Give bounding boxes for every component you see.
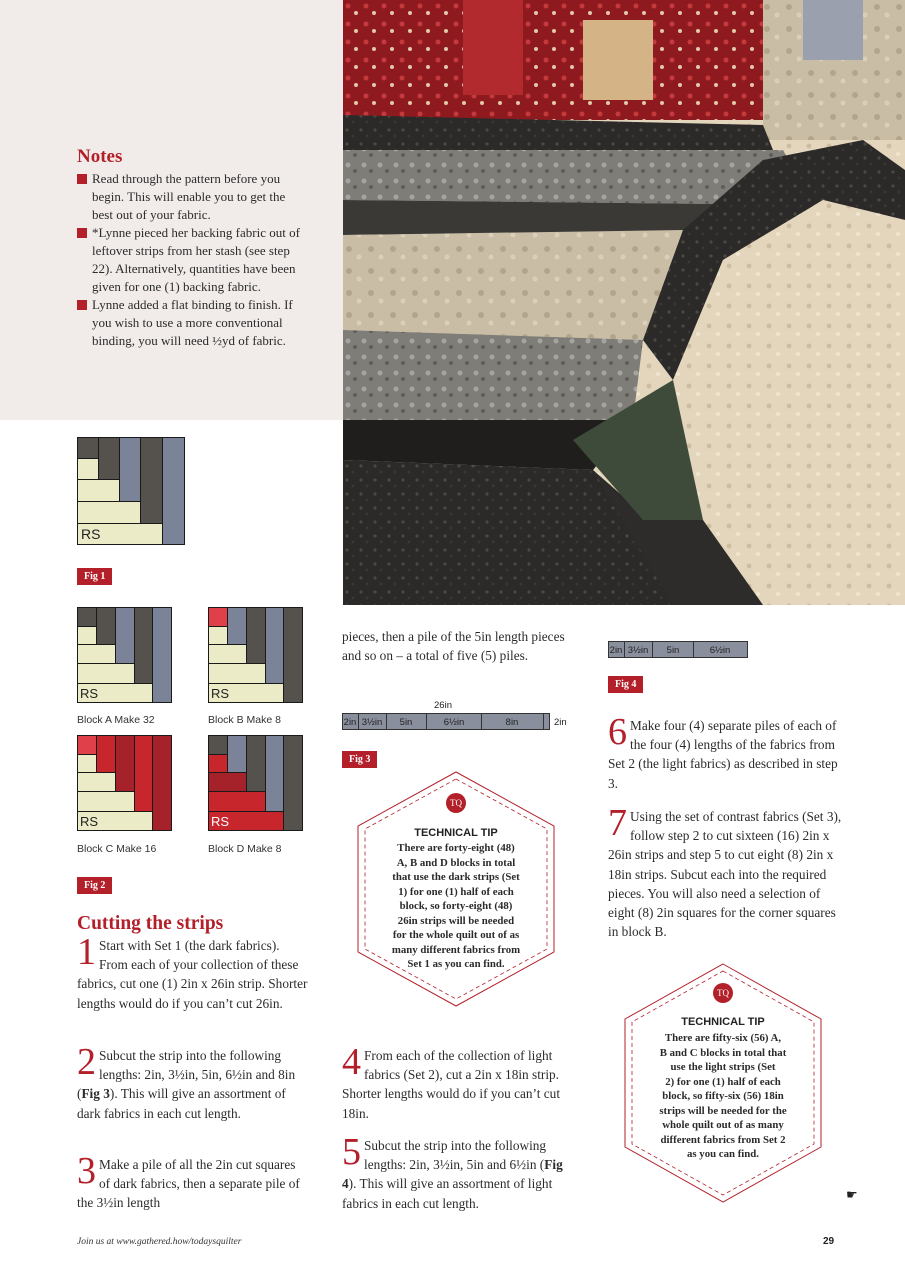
bullet-square-icon bbox=[77, 228, 87, 238]
step-3: 3 Make a pile of all the 2in cut squares of dark fabrics, then a separate pile of the 3½in length bbox=[77, 1150, 300, 1211]
fig1-block-diagram bbox=[77, 437, 187, 547]
step-number: 4 bbox=[342, 1041, 361, 1083]
tq-badge-text: TQ bbox=[450, 798, 462, 808]
step-6: 6 Make four (4) separate piles of each of the four (4) lengths of the fabrics from Set 2 (the light fabrics) as described in step 3. bbox=[608, 711, 838, 791]
block-a-diagram bbox=[77, 607, 173, 704]
block-c-rs-label: RS bbox=[80, 814, 99, 829]
footer-website[interactable]: Join us at www.gathered.how/todaysquilter bbox=[77, 1237, 242, 1247]
note-item: Read through the pattern before you begin. This will enable you to get the best out of your fabric. bbox=[77, 170, 305, 224]
fig1-rs-label: RS bbox=[81, 526, 101, 542]
step-number: 2 bbox=[77, 1041, 96, 1083]
technical-tip-1 bbox=[356, 770, 556, 1008]
fig3-segment: 5in bbox=[399, 717, 413, 728]
fig3-label: Fig 3 bbox=[342, 751, 377, 768]
fig4-segment: 3½in bbox=[627, 645, 649, 656]
step-2: 2 Subcut the strip into the following lengths: 2in, 3½in, 5in, 6½in and 8in (Fig 3). This will give an assortment of dark fabrics in each cut length. bbox=[77, 1041, 296, 1121]
block-b-diagram bbox=[208, 607, 304, 704]
fig4-strip-diagram bbox=[608, 640, 753, 660]
block-a-caption: Block A Make 32 bbox=[77, 714, 155, 726]
notes-title: Notes bbox=[77, 146, 123, 167]
tq-badge-text: TQ bbox=[717, 988, 729, 998]
note-item: *Lynne pieced her backing fabric out of leftover strips from her stash (see step 22). Alternatively, quantities have been given for one (1) backing fabric. bbox=[77, 224, 305, 296]
step-7: 7 Using the set of contrast fabrics (Set 3), follow step 2 to cut sixteen (16) 2in x 26in strips and step 5 to cut eight (8) 2in x 18in strips. Subcut each into the required pieces. You will also need a selection of eight (8) 2in squares for the corner squares in block B. bbox=[608, 802, 842, 940]
fig3-strip-diagram bbox=[342, 697, 577, 733]
tip-title: TECHNICAL TIP bbox=[681, 1016, 765, 1028]
block-c-diagram bbox=[77, 735, 173, 832]
tip-body: There are fifty-six (56) A, B and C blocks in total that use the light strips (Set 2) for one (1) half of each block, so fifty-six (56) 18in strips will be needed for the whole quilt out of as many different fabrics from Set 2 as you can find. bbox=[659, 1032, 787, 1160]
block-d-caption: Block D Make 8 bbox=[208, 843, 282, 855]
step-number: 3 bbox=[77, 1150, 96, 1192]
fig4-segment: 5in bbox=[666, 645, 680, 656]
fig3-end-label: 2in bbox=[554, 717, 567, 728]
step-number: 1 bbox=[77, 931, 96, 973]
block-b-rs-label: RS bbox=[211, 686, 230, 701]
page-number: 29 bbox=[823, 1236, 835, 1247]
fig3-total-length: 26in bbox=[434, 700, 452, 711]
step-3-continued: pieces, then a pile of the 5in length pieces and so on – a total of five (5) piles. bbox=[342, 629, 565, 664]
fig3-segment: 6½in bbox=[443, 717, 465, 728]
block-d-rs-label: RS bbox=[211, 814, 230, 829]
notes-list bbox=[77, 170, 305, 350]
tip-title: TECHNICAL TIP bbox=[414, 827, 498, 839]
fig4-segment: 6½in bbox=[709, 645, 731, 656]
step-4: 4 From each of the collection of light fabrics (Set 2), cut a 2in x 18in strip. Shorter lengths would do if you can’t cut 18in. bbox=[342, 1041, 561, 1121]
fig3-segment: 8in bbox=[505, 717, 519, 728]
block-b-caption: Block B Make 8 bbox=[208, 714, 281, 726]
fig1-label: Fig 1 bbox=[77, 568, 112, 585]
step-number: 7 bbox=[608, 802, 627, 844]
step-number: 6 bbox=[608, 711, 627, 753]
quilt-photo bbox=[343, 0, 905, 605]
fig3-segment: 2in bbox=[343, 717, 357, 728]
block-c-caption: Block C Make 16 bbox=[77, 843, 157, 855]
block-a-rs-label: RS bbox=[80, 686, 99, 701]
tip-body: There are forty-eight (48) A, B and D blocks in total that use the dark strips (Set 1) for one (1) half of each block, so forty-eight (48) 26in strips will be needed for the whole quilt out of as many different fabrics from Set 1 as you can find. bbox=[391, 842, 521, 970]
pointing-hand-icon: ☛ bbox=[846, 1188, 858, 1203]
note-item: Lynne added a flat binding to finish. If you wish to use a more conventional binding, you will need ½yd of fabric. bbox=[77, 296, 305, 350]
fig3-segment: 3½in bbox=[361, 717, 383, 728]
step-5: 5 Subcut the strip into the following lengths: 2in, 3½in, 5in and 6½in (Fig 4). This will give an assortment of light fabrics in each cut length. bbox=[342, 1131, 563, 1211]
technical-tip-2 bbox=[623, 962, 823, 1204]
step-number: 5 bbox=[342, 1131, 361, 1173]
bullet-square-icon bbox=[77, 174, 87, 184]
fig4-label: Fig 4 bbox=[608, 676, 643, 693]
bullet-square-icon bbox=[77, 300, 87, 310]
step-1: 1 Start with Set 1 (the dark fabrics). From each of your collection of these fabrics, cut one (1) 2in x 26in strip. Shorter lengths would do if you can’t cut 26in. bbox=[77, 931, 308, 1011]
fig2-label: Fig 2 bbox=[77, 877, 112, 894]
block-d-diagram bbox=[208, 735, 304, 832]
section-title-cutting: Cutting the strips bbox=[77, 913, 224, 934]
fig4-segment: 2in bbox=[609, 645, 623, 656]
